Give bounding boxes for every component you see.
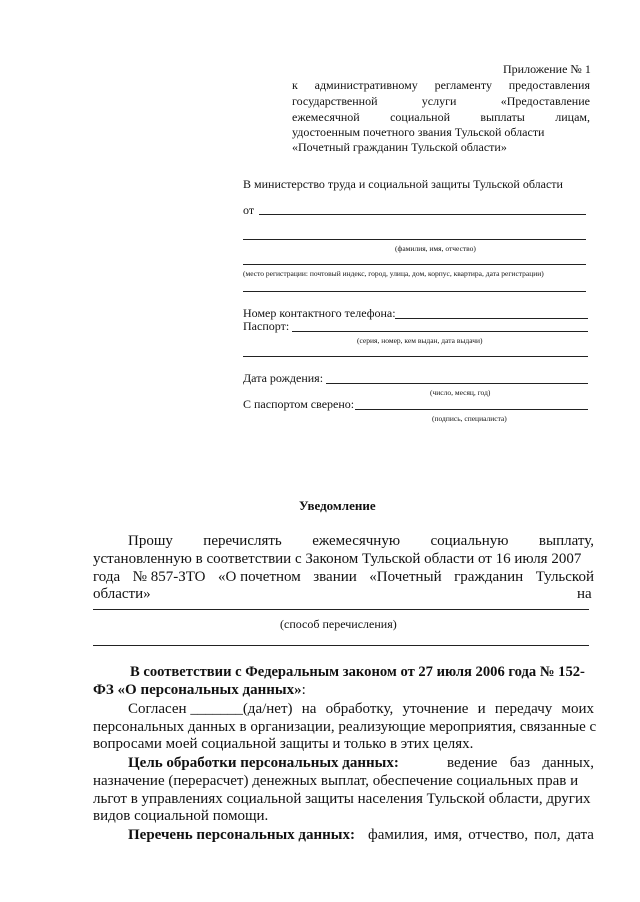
verified-caption: (подпись, специалиста) — [432, 414, 507, 423]
notice-paragraph-line-3 — [93, 568, 594, 586]
word: обработку, — [325, 701, 394, 717]
notice-paragraph-line-1 — [128, 532, 594, 550]
word: к — [292, 78, 298, 92]
verified-label: С паспортом сверено: — [243, 397, 355, 411]
addressee: В министерство труда и социальной защиты Тульской области — [243, 177, 563, 191]
word: пол, — [534, 827, 561, 843]
word: Тульской — [535, 569, 594, 585]
word: выплату, — [538, 533, 594, 549]
phone-field-line[interactable] — [395, 318, 588, 319]
word: «О почетном — [218, 569, 301, 585]
law-name: ФЗ «О персональных данных» — [93, 682, 302, 698]
word: отчество, — [468, 827, 529, 843]
word: установленную в соответствии с Законом Тульской области от 16 июля 2007 — [93, 551, 582, 567]
birth-label: Дата рождения: — [243, 371, 324, 385]
word: года — [93, 569, 121, 585]
address-field-line[interactable] — [243, 264, 586, 265]
word: гражданин — [454, 569, 524, 585]
purpose-label: Цель обработки персональных данных: — [128, 755, 399, 771]
word: звании — [313, 569, 357, 585]
notice-heading: Уведомление — [299, 498, 376, 513]
passport-field-line-2[interactable] — [243, 356, 588, 357]
notice-paragraph-line-4-start: области» — [93, 586, 151, 602]
word: ежемесячную — [312, 533, 401, 549]
method-field-line[interactable] — [93, 609, 589, 610]
law-line-1: В соответствии с Федеральным законом от 27 июля 2006 года № 152- — [130, 664, 585, 680]
verified-field-line[interactable] — [355, 409, 588, 410]
appendix-line-2 — [292, 94, 590, 109]
word: предоставления — [508, 78, 590, 92]
word: Согласен _______(да/нет) — [128, 701, 293, 717]
appendix-line-5: «Почетный гражданин Тульской области» — [292, 140, 507, 154]
list-line-1-rest — [368, 826, 594, 844]
notice-paragraph-line-4-end: на — [577, 586, 592, 602]
word: № 857-ЗТО — [132, 569, 206, 585]
appendix-line-4: удостоенным почетного звания Тульской области — [292, 125, 545, 139]
word: выплаты — [480, 110, 525, 124]
word: баз — [509, 755, 530, 771]
list-line-1 — [128, 826, 594, 844]
word: перечислять — [203, 533, 282, 549]
list-label: Перечень персональных данных: — [128, 827, 355, 843]
word: ежемесячной — [292, 110, 360, 124]
birth-field-line[interactable] — [326, 383, 588, 384]
method-caption: (способ перечисления) — [280, 617, 397, 631]
fio-caption: (фамилия, имя, отчество) — [395, 244, 476, 253]
agree-line-3: вопросами моей социальной защиты и только в этих целях. — [93, 736, 474, 752]
purpose-line-4: видов социальной помощи. — [93, 808, 269, 824]
word: уточнение — [402, 701, 469, 717]
word: услуги — [421, 94, 457, 108]
law-line-2-rest: : — [301, 682, 306, 698]
phone-label: Номер контактного телефона: — [243, 306, 396, 320]
word: персональных данных в организации, реализующие мероприятия, связанные с — [93, 719, 597, 735]
word: социальную — [430, 533, 509, 549]
word: имя, — [434, 827, 463, 843]
purpose-line-3 — [93, 790, 594, 808]
from-field-line[interactable] — [259, 214, 586, 215]
word: данных, — [542, 755, 594, 771]
word: передачу — [494, 701, 553, 717]
address-field-line-2[interactable] — [243, 291, 586, 292]
word: «Предоставление — [500, 94, 590, 108]
address-caption: (место регистрации: почтовый индекс, город, улица, дом, корпус, квартира, дата регистрации) — [243, 269, 544, 278]
fio-field-line[interactable] — [243, 239, 586, 240]
purpose-line-1 — [128, 754, 594, 772]
word: ведение — [447, 755, 498, 771]
agree-line-2 — [93, 718, 597, 736]
word: и — [477, 701, 486, 717]
appendix-line-3 — [292, 110, 590, 125]
purpose-line-1-rest — [447, 754, 594, 772]
passport-field-line[interactable] — [292, 331, 588, 332]
word: фамилия, — [368, 827, 429, 843]
word: социальной — [390, 110, 451, 124]
word: регламенту — [434, 78, 492, 92]
word: лицам, — [555, 110, 590, 124]
word: Прошу — [128, 533, 173, 549]
from-label: от — [243, 203, 255, 217]
word: моих — [561, 701, 594, 717]
passport-caption: (серия, номер, кем выдан, дата выдачи) — [357, 336, 483, 345]
word: государственной — [292, 94, 378, 108]
word: льгот в управлениях социальной защиты населения Тульской области, других — [93, 791, 591, 807]
word: «Почетный — [369, 569, 442, 585]
word: назначение (перерасчет) денежных выплат, обеспечение социальных прав и — [93, 773, 579, 789]
appendix-line-1 — [292, 78, 590, 93]
law-line-2 — [93, 681, 306, 699]
appendix-title: Приложение № 1 — [503, 62, 591, 76]
agree-line-1 — [128, 700, 594, 718]
word: административному — [314, 78, 418, 92]
word: на — [301, 701, 317, 717]
notice-paragraph-line-2 — [93, 550, 594, 568]
word: дата — [566, 827, 594, 843]
passport-label: Паспорт: — [243, 319, 290, 333]
purpose-line-2 — [93, 772, 594, 790]
method-field-line-2[interactable] — [93, 645, 589, 646]
birth-caption: (число, месяц, год) — [430, 388, 491, 397]
